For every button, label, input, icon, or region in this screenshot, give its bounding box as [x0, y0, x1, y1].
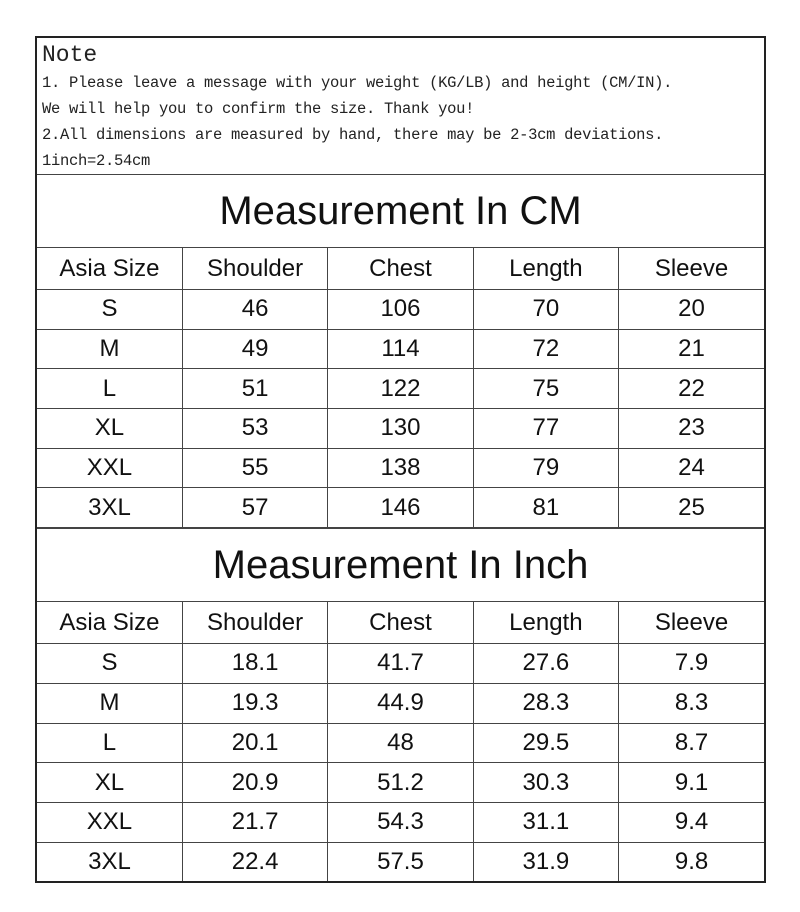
table-cell: 9.8 [619, 842, 764, 881]
table-cell: 138 [328, 448, 473, 488]
table-cell: 20.1 [182, 723, 327, 763]
note-line: We will help you to confirm the size. Thank you! [42, 100, 475, 118]
table-cell: XL [37, 409, 182, 449]
note-section [37, 38, 764, 175]
table-cell: 20 [619, 290, 764, 330]
column-header: Length [473, 248, 618, 290]
table-cell: 53 [182, 409, 327, 449]
table-cell: 44.9 [328, 683, 473, 723]
table-cell: 31.9 [473, 842, 618, 881]
table-cell: 70 [473, 290, 618, 330]
table-cell: 3XL [37, 842, 182, 881]
table-cell: 79 [473, 448, 618, 488]
table-cell: 30.3 [473, 763, 618, 803]
table-row [37, 763, 764, 803]
table-row [37, 329, 764, 369]
table-cell: 21 [619, 329, 764, 369]
column-header: Chest [328, 602, 473, 644]
table-row [37, 369, 764, 409]
size-chart [35, 36, 766, 883]
table-cell: 31.1 [473, 802, 618, 842]
table-cell: 3XL [37, 488, 182, 528]
table-cell: 46 [182, 290, 327, 330]
column-header: Sleeve [619, 248, 764, 290]
table-cell: 49 [182, 329, 327, 369]
table-cell: 130 [328, 409, 473, 449]
table-cell: XL [37, 763, 182, 803]
table-cell: 8.3 [619, 683, 764, 723]
table-cell: 114 [328, 329, 473, 369]
table-cell: M [37, 329, 182, 369]
table-cell: 75 [473, 369, 618, 409]
table-cell: 57.5 [328, 842, 473, 881]
column-header: Shoulder [182, 602, 327, 644]
table-cell: 25 [619, 488, 764, 528]
table-cell: 9.4 [619, 802, 764, 842]
table-cell: 23 [619, 409, 764, 449]
table-cell: 22 [619, 369, 764, 409]
note-title: Note [42, 42, 98, 68]
table-row [37, 290, 764, 330]
table-cell: S [37, 290, 182, 330]
column-header: Asia Size [37, 248, 182, 290]
column-header: Length [473, 602, 618, 644]
table-cell: 29.5 [473, 723, 618, 763]
table-cell: XXL [37, 802, 182, 842]
column-header: Asia Size [37, 602, 182, 644]
column-header: Chest [328, 248, 473, 290]
table-cell: 21.7 [182, 802, 327, 842]
table-cell: L [37, 369, 182, 409]
table-cell: 146 [328, 488, 473, 528]
table-cell: L [37, 723, 182, 763]
table-cell: 57 [182, 488, 327, 528]
table-cell: 48 [328, 723, 473, 763]
note-line: 2.All dimensions are measured by hand, there may be 2-3cm deviations. [42, 126, 664, 144]
table-cell: 81 [473, 488, 618, 528]
table-cell: 54.3 [328, 802, 473, 842]
header-row [37, 248, 764, 290]
table-row [37, 723, 764, 763]
table-row [37, 842, 764, 881]
table-cell: 55 [182, 448, 327, 488]
table-cell: 41.7 [328, 644, 473, 684]
table-cell: 19.3 [182, 683, 327, 723]
table-row [37, 802, 764, 842]
table-cell: 22.4 [182, 842, 327, 881]
table-cell: 106 [328, 290, 473, 330]
note-line: 1. Please leave a message with your weight (KG/LB) and height (CM/IN). [42, 74, 673, 92]
table-cell: 9.1 [619, 763, 764, 803]
cm-table [37, 248, 764, 528]
header-row [37, 602, 764, 644]
table-row [37, 488, 764, 528]
inch-table-title: Measurement In Inch [37, 528, 764, 602]
table-row [37, 448, 764, 488]
table-cell: 122 [328, 369, 473, 409]
table-cell: 8.7 [619, 723, 764, 763]
table-cell: XXL [37, 448, 182, 488]
table-cell: 20.9 [182, 763, 327, 803]
table-cell: 27.6 [473, 644, 618, 684]
table-cell: S [37, 644, 182, 684]
table-cell: 24 [619, 448, 764, 488]
table-cell: 51 [182, 369, 327, 409]
inch-table [37, 602, 764, 881]
note-line: 1inch=2.54cm [42, 152, 151, 170]
column-header: Sleeve [619, 602, 764, 644]
table-cell: M [37, 683, 182, 723]
table-row [37, 409, 764, 449]
table-cell: 28.3 [473, 683, 618, 723]
table-row [37, 683, 764, 723]
table-cell: 7.9 [619, 644, 764, 684]
table-cell: 77 [473, 409, 618, 449]
column-header: Shoulder [182, 248, 327, 290]
table-cell: 51.2 [328, 763, 473, 803]
table-row [37, 644, 764, 684]
table-cell: 72 [473, 329, 618, 369]
table-cell: 18.1 [182, 644, 327, 684]
cm-table-title: Measurement In CM [37, 175, 764, 248]
